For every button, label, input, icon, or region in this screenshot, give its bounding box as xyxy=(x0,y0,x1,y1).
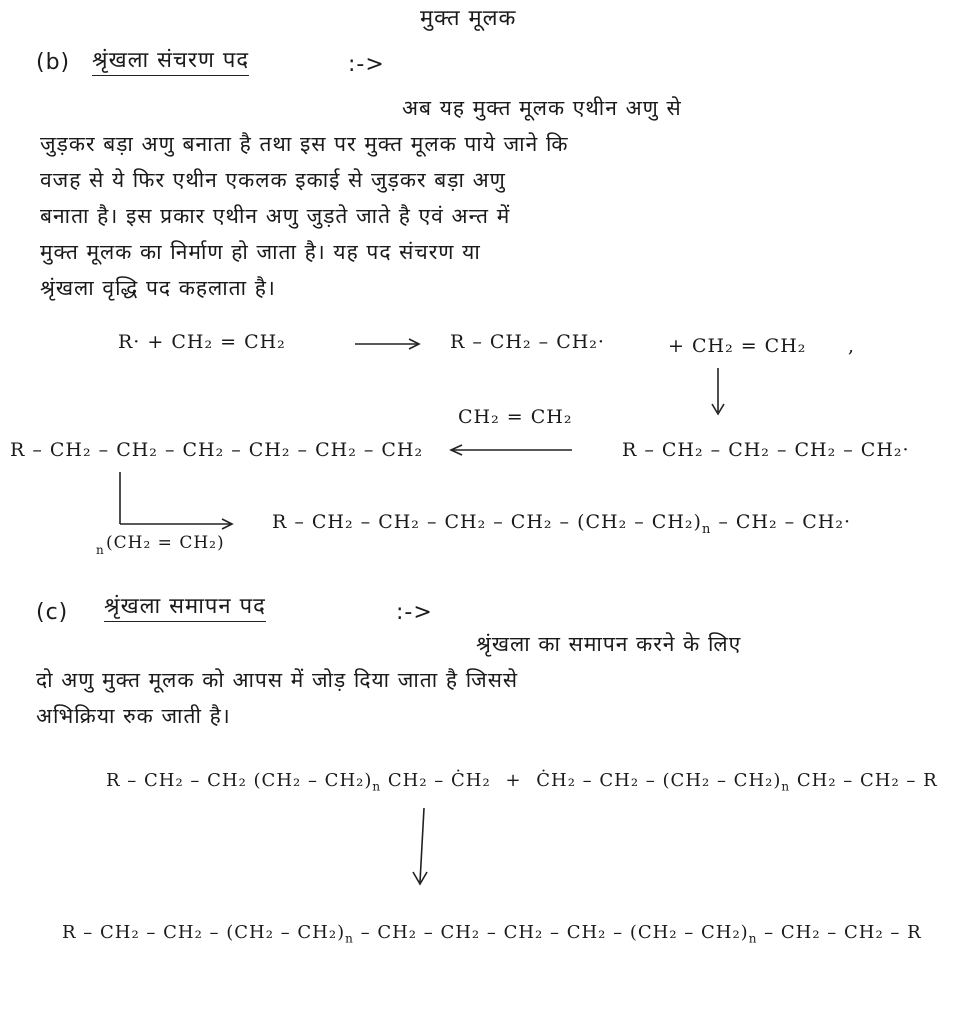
eq1-tail: , xyxy=(848,335,856,357)
section-b-line: अब यह मुक्त मूलक एथीन अणु से xyxy=(402,96,682,120)
eq3-product-n: n xyxy=(701,521,712,537)
eq2-product: R – CH₂ – CH₂ – CH₂ – CH₂ – CH₂ – CH₂ xyxy=(10,439,424,461)
eq2-reagent: CH₂ = CH₂ xyxy=(458,406,573,428)
section-b-line: श्रृंखला वृद्धि पद कहलाता है। xyxy=(40,276,276,300)
section-c-line: श्रृंखला का समापन करने के लिए xyxy=(476,632,742,656)
reactant-a-pre: R – CH₂ – CH₂ (CH₂ – CH₂) xyxy=(106,770,373,791)
section-b-line: वजह से ये फिर एथीन एकलक इकाई से जुड़कर बड़ा अणु xyxy=(40,168,506,192)
eq3-product xyxy=(272,513,851,536)
eq3-branch-arrow xyxy=(112,472,242,532)
section-b-label: (b) xyxy=(36,50,71,75)
reactant-a-n: n xyxy=(372,779,382,794)
product-post: – CH₂ – CH₂ – R xyxy=(764,922,922,943)
section-c-paragraph xyxy=(36,626,741,734)
section-b-line: जुड़कर बड़ा अणु बनाता है तथा इस पर मुक्त मूलक पाये जाने कि xyxy=(40,132,569,156)
reactant-b-post: CH₂ – CH₂ – R xyxy=(796,770,938,791)
product-pre: R – CH₂ – CH₂ – (CH₂ – CH₂) xyxy=(62,922,346,943)
reactant-b-n: n xyxy=(781,779,791,794)
product-mid: – CH₂ – CH₂ – CH₂ – CH₂ – (CH₂ – CH₂) xyxy=(360,922,749,943)
eq1-reaction-arrow xyxy=(355,336,425,352)
eq3-product-tail: – CH₂ – CH₂· xyxy=(718,511,851,533)
reactant-b-pre: ĊH₂ – CH₂ – (CH₂ – CH₂) xyxy=(536,770,782,791)
eq2-reaction-arrow xyxy=(448,442,578,458)
section-b-heading-arrow: :-> xyxy=(348,52,385,77)
eq3-reagent: (CH₂ = CH₂) xyxy=(106,533,225,553)
eq3-product-main: R – CH₂ – CH₂ – CH₂ – CH₂ – (CH₂ – CH₂) xyxy=(272,511,702,533)
eq3-reagent-n: n xyxy=(96,543,105,557)
eq1-product: R – CH₂ – CH₂· xyxy=(450,331,605,353)
product-n1: n xyxy=(345,931,354,946)
section-b-line: मुक्त मूलक का निर्माण हो जाता है। यह पद संचरण या xyxy=(40,240,481,264)
section-c-heading-arrow: :-> xyxy=(396,600,433,625)
eq1-reactants: R· + CH₂ = CH₂ xyxy=(118,331,286,353)
eq2-reactant: R – CH₂ – CH₂ – CH₂ – CH₂· xyxy=(622,439,910,461)
section-b-line: बनाता है। इस प्रकार एथीन अणु जुड़ते जाते है एवं अन्त में xyxy=(40,204,511,228)
section-c-line: दो अणु मुक्त मूलक को आपस में जोड़ दिया जाता है जिससे xyxy=(36,668,519,692)
termination-reactants xyxy=(106,772,938,793)
termination-product xyxy=(62,924,922,945)
section-b-paragraph xyxy=(40,90,682,306)
termination-plus: + xyxy=(505,770,522,791)
section-c-heading: श्रृंखला समापन पद xyxy=(104,596,266,622)
section-c-line: अभिक्रिया रुक जाती है। xyxy=(36,704,231,728)
reactant-a-post: CH₂ – ĊH₂ xyxy=(387,770,491,791)
termination-down-arrow xyxy=(410,808,434,888)
section-b-heading: श्रृंखला संचरण पद xyxy=(92,50,249,76)
page-title: मुक्त मूलक xyxy=(420,6,517,31)
eq1-down-arrow xyxy=(708,368,728,418)
section-c-label: (c) xyxy=(36,600,69,625)
eq1-addend: + CH₂ = CH₂ xyxy=(668,335,807,357)
product-n2: n xyxy=(748,931,758,946)
